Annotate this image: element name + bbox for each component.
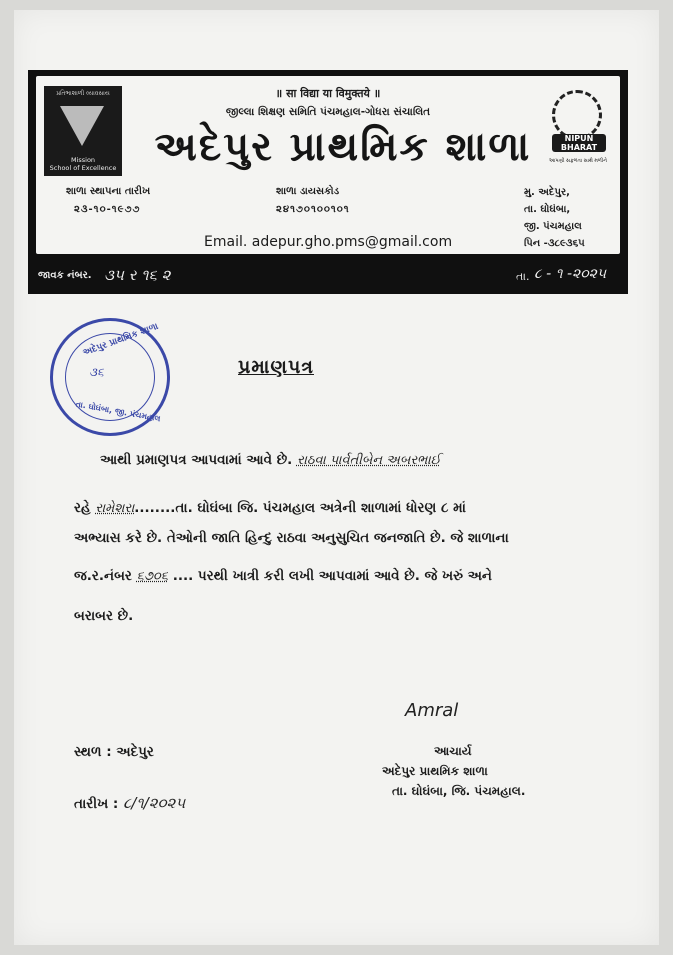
address-line: જી. પંચમહાલ xyxy=(524,221,582,232)
address-line: મુ. અદેપુર, xyxy=(524,187,570,198)
nipun-label: NIPUN BHARAT xyxy=(552,134,606,152)
nipun-bharat-logo xyxy=(544,86,612,176)
letterhead xyxy=(28,70,628,260)
dise-code: ૨૪૧૭૦૧૦૦૧૦૧ xyxy=(276,204,350,215)
sign-role: આચાર્ય xyxy=(434,744,472,758)
nipun-sub: આપણી સફળતા સાથે મળીને xyxy=(549,158,607,164)
body-line-1 xyxy=(100,452,441,468)
sun-icon xyxy=(552,90,602,140)
line4-rest: .... પરથી ખાત્રી કરી લખી આપવામાં આવે છે. જે ખરું અને xyxy=(172,568,492,584)
school-stamp xyxy=(50,318,170,436)
stamp-top-text: અદેપુર પ્રાથમિક શાળા xyxy=(81,321,160,359)
register-number: ૬૭૦૬ xyxy=(136,569,169,584)
logo-tag: પ્રતિભાશાળી વ્યાવસાય xyxy=(56,90,110,97)
stamp-bottom-text: તા. ઘોઘંબા, જી. પંચમહાલ xyxy=(74,399,162,424)
body-line-4 xyxy=(74,568,492,584)
footer-date-label: તારીખ : xyxy=(74,796,119,812)
body-line-2 xyxy=(74,500,466,516)
footer-date-value: ૮/૧/૨૦૨૫ xyxy=(123,794,186,812)
signature: Amral xyxy=(405,700,459,721)
estd-date: ૨૩-૧૦-૧૯૭૭ xyxy=(74,204,141,215)
date-label: તા. xyxy=(516,270,530,283)
outward-number: ૩૫ ર ૧૬ ૨ xyxy=(104,266,171,284)
certificate-title: પ્રમાણપત્ર xyxy=(238,356,314,378)
line1-prefix: આથી પ્રમાણપત્ર આપવામાં આવે છે. xyxy=(100,452,293,468)
motto: ॥ सा विद्या या विमुक्तये ॥ xyxy=(275,87,381,100)
line2-rest: ........તા. ઘોઘંબા જિ. પંચમહાલ અત્રેની શાળામાં ધોરણ ૮ માં xyxy=(134,500,466,516)
email: Email. adepur.gho.pms@gmail.com xyxy=(204,234,453,250)
sign-school: અદેપુર પ્રાથમિક શાળા xyxy=(382,764,488,778)
body-line-3: અભ્યાસ કરે છે. તેઓની જાતિ હિન્દુ રાઠવા અનુસુચિત જનજાતિ છે. જે શાળાના xyxy=(74,530,509,546)
village-name: રામેશરા xyxy=(95,501,135,516)
date-value: ૮ - ૧ -૨૦૨૫ xyxy=(534,266,607,282)
logo-caption xyxy=(44,156,122,172)
logo-caption-line1: Mission xyxy=(70,156,96,164)
student-name: રાઠવા પાર્વતીબેન અબરભાઈ xyxy=(296,453,441,468)
stamp-number: ૩૬ xyxy=(89,365,104,379)
place-label: સ્થળ : અદેપુર xyxy=(74,744,154,760)
body-line-5: બરાબર છે. xyxy=(74,608,134,624)
address xyxy=(524,184,612,252)
outward-strip xyxy=(28,260,628,294)
line4-prefix: જ.ર.નંબર xyxy=(74,568,132,584)
sign-address: તા. ઘોઘંબા, જિ. પંચમહાલ. xyxy=(392,784,526,798)
logo-caption-line2: School of Excellence xyxy=(49,164,117,172)
letterhead-inner xyxy=(36,76,620,254)
address-line: તા. ઘોઘંબા, xyxy=(524,204,571,215)
estd-label: શાળા સ્થાપના તારીખ xyxy=(66,186,151,197)
dise-label: શાળા ડાયસકોડ xyxy=(276,186,340,197)
outward-label: જાવક નંબર. xyxy=(38,270,92,281)
school-name: અદેપુર પ્રાથમિક શાળા xyxy=(154,124,532,170)
address-line: પિન -૩૮૯૩૬૫ xyxy=(524,238,585,249)
organization: જીલ્લા શિક્ષણ સમિતિ પંચમહાલ-ગોધરા સંચાલિત xyxy=(225,106,431,118)
footer-date xyxy=(74,794,185,812)
line2-prefix: રહે xyxy=(74,500,91,516)
